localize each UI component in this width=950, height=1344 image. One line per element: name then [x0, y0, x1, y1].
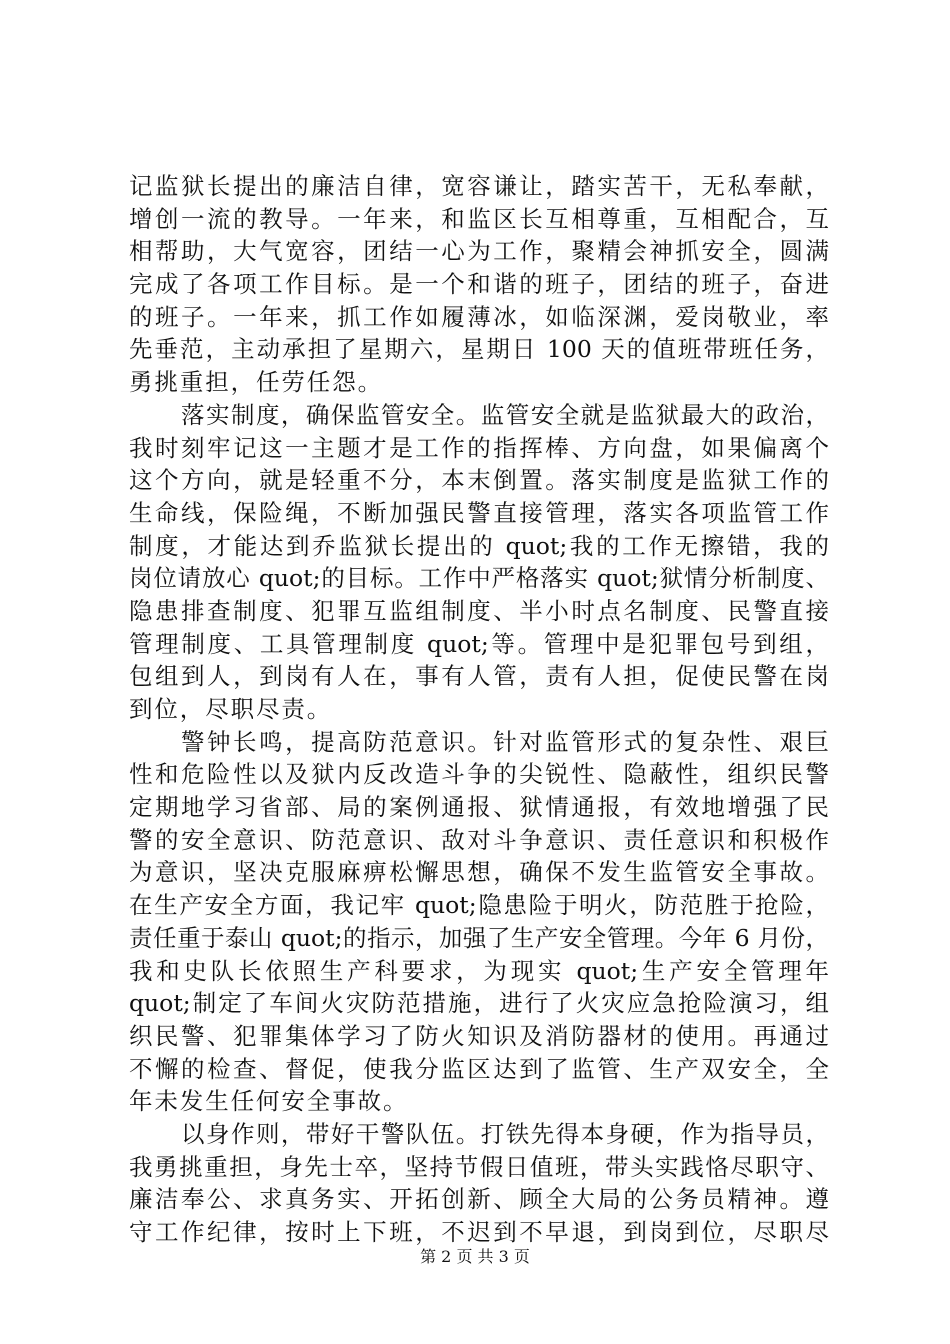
- page-footer: 第 2 页 共 3 页: [420, 1247, 530, 1266]
- text-line: 不懈的检查、督促，使我分监区达到了监管、生产双安全，全: [129, 1054, 829, 1083]
- text-line: 制度，才能达到乔监狱长提出的 quot;我的工作无擦错，我的: [129, 531, 829, 560]
- text-line: 完成了各项工作目标。是一个和谐的班子，团结的班子，奋进: [129, 270, 829, 299]
- text-line: 我勇挑重担，身先士卒，坚持节假日值班，带头实践恪尽职守、: [129, 1152, 829, 1181]
- paragraph-first-line: 警钟长鸣，提高防范意识。针对监管形式的复杂性、艰巨: [181, 727, 829, 756]
- text-line: 的班子。一年来，抓工作如履薄冰，如临深渊，爱岗敬业，率: [129, 302, 829, 331]
- paragraph-first-line: 落实制度，确保监管安全。监管安全就是监狱最大的政治，: [181, 400, 829, 429]
- text-line: 我时刻牢记这一主题才是工作的指挥棒、方向盘，如果偏离个: [129, 433, 829, 462]
- text-line: 岗位请放心 quot;的目标。工作中严格落实 quot;狱情分析制度、: [129, 564, 829, 593]
- text-line: 先垂范，主动承担了星期六，星期日 100 天的值班带班任务，: [129, 335, 829, 364]
- text-line: 在生产安全方面，我记牢 quot;隐患险于明火，防范胜于抢险，: [129, 891, 829, 920]
- text-line: 生命线，保险绳，不断加强民警直接管理，落实各项监管工作: [129, 498, 829, 527]
- text-line: 相帮助，大气宽容，团结一心为工作，聚精会神抓安全，圆满: [129, 237, 829, 266]
- text-line: 管理制度、工具管理制度 quot;等。管理中是犯罪包号到组，: [129, 629, 829, 658]
- text-line: 增创一流的教导。一年来，和监区长互相尊重，互相配合，互: [129, 204, 829, 233]
- text-line: 为意识，坚决克服麻痹松懈思想，确保不发生监管安全事故。: [129, 858, 829, 887]
- text-line: 定期地学习省部、局的案例通报、狱情通报，有效地增强了民: [129, 793, 829, 822]
- text-line: 警的安全意识、防范意识、敌对斗争意识、责任意识和积极作: [129, 825, 829, 854]
- document-body: [129, 170, 829, 1249]
- text-line: 记监狱长提出的廉洁自律，宽容谦让，踏实苦干，无私奉献，: [129, 172, 829, 200]
- text-line: 包组到人，到岗有人在，事有人管，责有人担，促使民警在岗: [129, 662, 829, 691]
- text-line: 责任重于泰山 quot;的指示，加强了生产安全管理。今年 6 月份，: [129, 923, 829, 952]
- text-line: 守工作纪律，按时上下班，不迟到不早退，到岗到位，尽职尽: [129, 1218, 829, 1246]
- text-line: quot;制定了车间火灾防范措施，进行了火灾应急抢险演习，组: [129, 989, 829, 1018]
- text-line: 织民警、犯罪集体学习了防火知识及消防器材的使用。再通过: [129, 1021, 829, 1050]
- paragraph-first-line: 以身作则，带好干警队伍。打铁先得本身硬，作为指导员，: [181, 1119, 829, 1148]
- text-line: 这个方向，就是轻重不分，本末倒置。落实制度是监狱工作的: [129, 466, 829, 495]
- text-line: 隐患排查制度、犯罪互监组制度、半小时点名制度、民警直接: [129, 596, 829, 625]
- text-line: 廉洁奉公、求真务实、开拓创新、顾全大局的公务员精神。遵: [129, 1185, 829, 1214]
- text-line: 性和危险性以及狱内反改造斗争的尖锐性、隐蔽性，组织民警: [129, 760, 829, 789]
- text-line: 我和史队长依照生产科要求，为现实 quot;生产安全管理年: [129, 956, 829, 985]
- text-line: 勇挑重担，任劳任怨。: [129, 368, 383, 397]
- text-line: 到位，尽职尽责。: [129, 695, 333, 723]
- text-line: 年未发生任何安全事故。: [129, 1087, 409, 1116]
